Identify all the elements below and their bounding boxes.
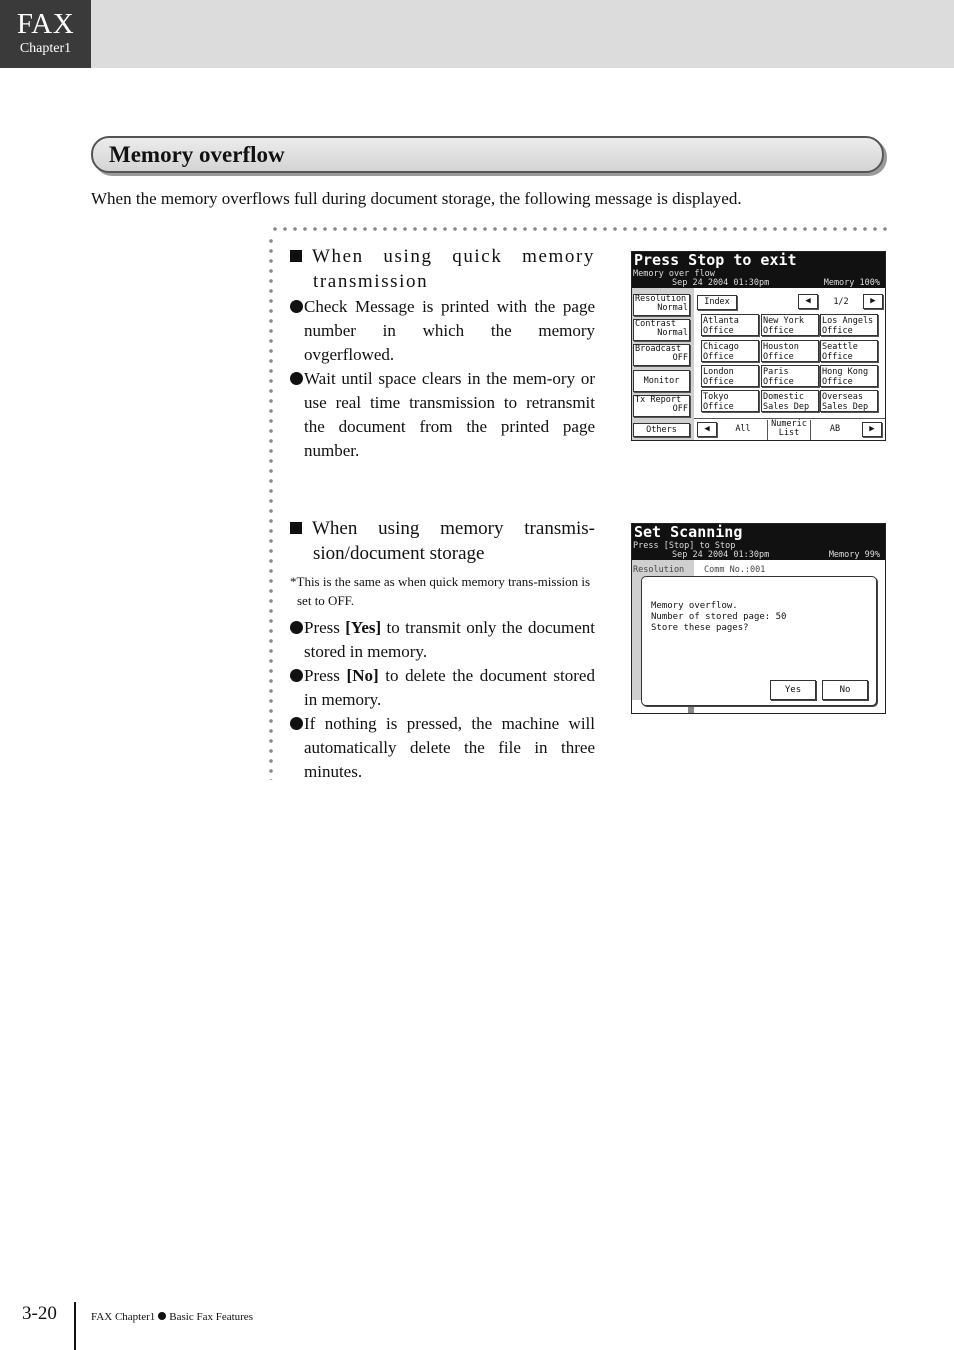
broadcast-button[interactable]: Broadcast OFF: [633, 344, 690, 366]
lcd-set-scanning-screen: [631, 523, 886, 714]
dest-button[interactable]: Houston Office: [761, 340, 819, 362]
prev-page-arrow-icon[interactable]: ◀: [798, 294, 818, 309]
top-banner: [0, 0, 954, 68]
next-page-arrow-icon[interactable]: ▶: [863, 294, 883, 309]
contrast-button[interactable]: Contrast Normal: [633, 319, 690, 341]
memory-transmission-heading: When using memory transmis-sion/document storage: [290, 516, 595, 566]
memory-overflow-dialog: [641, 576, 877, 706]
lcd-header: [632, 524, 885, 560]
section-title-bar: [91, 136, 884, 173]
dest-button[interactable]: New York Office: [761, 314, 819, 336]
dest-button[interactable]: Tokyo Office: [701, 390, 759, 412]
footer-prev-arrow-icon[interactable]: ◀: [697, 422, 717, 437]
quick-memory-section: [290, 244, 595, 463]
yes-button[interactable]: Yes: [770, 680, 816, 700]
dest-button[interactable]: Overseas Sales Dep: [820, 390, 878, 412]
chapter-tab: [0, 0, 91, 68]
all-tab[interactable]: All: [735, 424, 751, 434]
lcd-subtitle: Memory over flow: [633, 269, 715, 279]
page-number: 3-20: [22, 1303, 57, 1324]
monitor-button[interactable]: Monitor: [633, 370, 690, 392]
resolution-button[interactable]: Resolution Normal: [633, 294, 690, 316]
page-indicator: 1/2: [833, 297, 849, 307]
lcd-title: Press Stop to exit: [634, 251, 797, 269]
lcd-subtitle: Press [Stop] to Stop: [633, 541, 736, 551]
memory-transmission-section: [290, 516, 595, 784]
tx-report-button[interactable]: Tx Report OFF: [633, 395, 690, 417]
footer-next-arrow-icon[interactable]: ▶: [862, 422, 882, 437]
bullet-icon: [290, 717, 303, 730]
quick-bullet-2: Wait until space clears in the mem-ory or use real time transmission to retransmit the document from the printed page number.: [290, 367, 595, 463]
bullet-icon: [158, 1312, 166, 1320]
lcd-memory-overflow-screen: [631, 251, 886, 441]
memory-bullet-yes: Press [Yes] to transmit only the document stored in memory.: [290, 616, 595, 664]
memory-bullet-no: Press [No] to delete the document stored in memory.: [290, 664, 595, 712]
dest-button[interactable]: Paris Office: [761, 365, 819, 387]
footer-breadcrumb: FAX Chapter1 Basic Fax Features: [91, 1311, 253, 1323]
behind-comm-no-label: Comm No.:001: [704, 565, 766, 575]
dest-button[interactable]: Chicago Office: [701, 340, 759, 362]
footer-divider: [74, 1302, 76, 1350]
lcd-header: [632, 252, 885, 288]
bullet-icon: [290, 669, 303, 682]
lcd-datetime: Sep 24 2004 01:30pm: [672, 550, 770, 560]
dest-button[interactable]: London Office: [701, 365, 759, 387]
intro-text: When the memory overflows full during document storage, the following message is displayed.: [91, 189, 742, 208]
quick-memory-heading: When using quick memory transmission: [290, 244, 595, 294]
memory-bullet-auto-delete: If nothing is pressed, the machine will automatically delete the file in three minutes.: [290, 712, 595, 784]
no-button[interactable]: No: [822, 680, 868, 700]
quick-bullet-1: Check Message is printed with the page number in which the memory ovgerflowed.: [290, 295, 595, 367]
lcd-memory: Memory 99%: [828, 550, 880, 560]
dotted-divider-horizontal: [270, 226, 888, 232]
lcd-memory: Memory 100%: [823, 278, 880, 288]
memory-note: *This is the same as when quick memory trans-mission is set to OFF.: [290, 574, 591, 608]
square-bullet-icon: [290, 522, 302, 534]
lcd-datetime: Sep 24 2004 01:30pm: [672, 278, 770, 288]
ab-tab[interactable]: AB: [829, 424, 841, 434]
behind-resolution-label: Resolution: [633, 565, 685, 575]
numeric-list-tab[interactable]: Numeric List: [767, 420, 811, 440]
chapter-title: FAX: [16, 8, 75, 40]
section-title: Memory overflow: [109, 142, 285, 167]
dest-button[interactable]: Domestic Sales Dep: [761, 390, 819, 412]
lcd-title: Set Scanning: [634, 523, 743, 541]
bullet-icon: [290, 621, 303, 634]
chapter-subtitle: Chapter1: [19, 41, 72, 56]
square-bullet-icon: [290, 250, 302, 262]
dest-button[interactable]: Seattle Office: [820, 340, 878, 362]
dest-button[interactable]: Atlanta Office: [701, 314, 759, 336]
index-button[interactable]: Index: [697, 295, 737, 310]
dest-button[interactable]: Hong Kong Office: [820, 365, 878, 387]
dotted-divider-vertical: [268, 236, 274, 780]
bullet-icon: [290, 300, 303, 313]
bullet-icon: [290, 372, 303, 385]
dialog-message: Memory overflow. Number of stored page: 50 Store these pages?: [651, 601, 787, 633]
dest-button[interactable]: Los Angels Office: [820, 314, 878, 336]
others-button[interactable]: Others: [633, 423, 690, 437]
